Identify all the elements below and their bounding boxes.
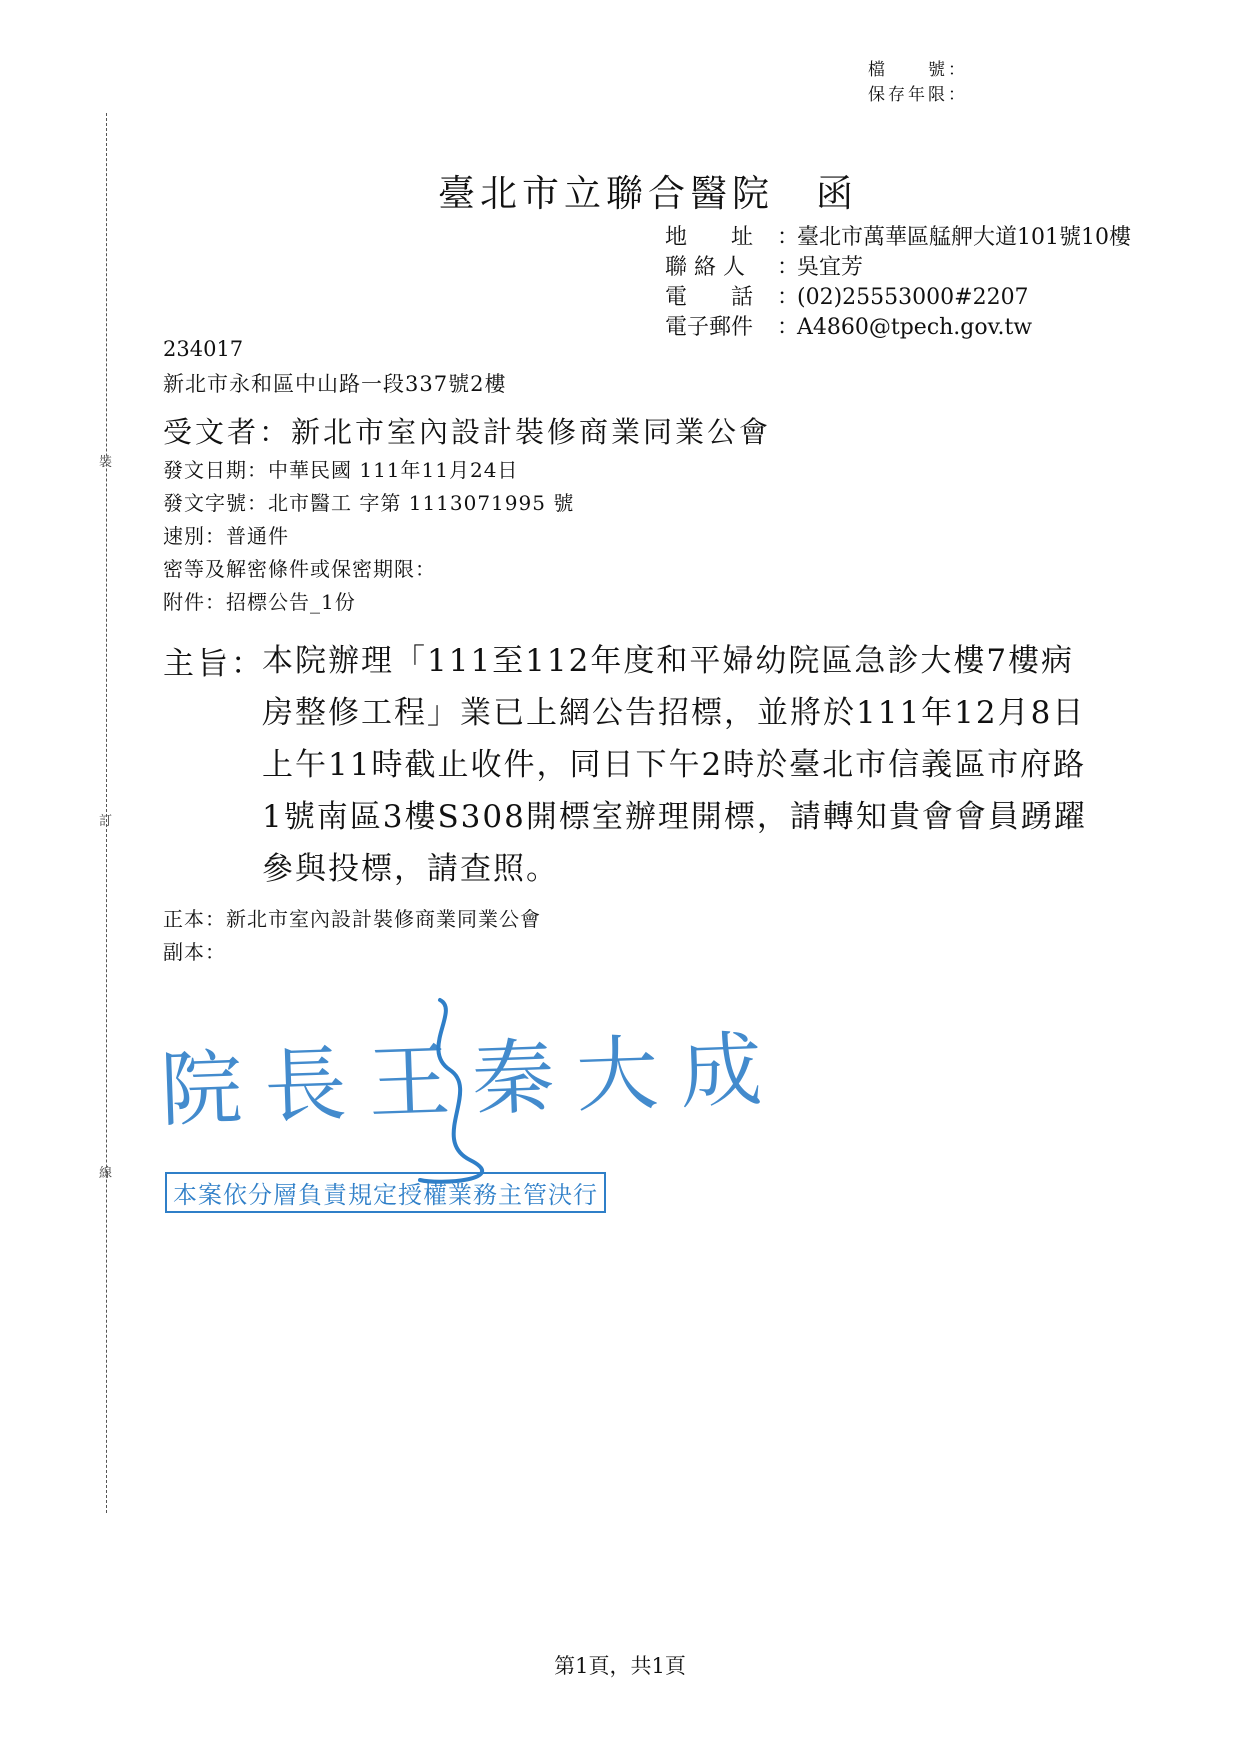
sender-phone-value: (02)25553000#2207 xyxy=(797,285,1029,310)
delivery-speed: 速別：普通件 xyxy=(163,524,289,548)
colon: ： xyxy=(777,255,800,280)
binding-char-ding: 訂 xyxy=(99,814,113,829)
colon: ： xyxy=(777,285,800,310)
attachment: 附件：招標公告_1份 xyxy=(163,590,356,614)
secrecy-level: 密等及解密條件或保密期限： xyxy=(163,557,436,581)
file-info xyxy=(868,58,968,108)
colon: ： xyxy=(777,225,800,250)
delegation-stamp: 本案依分層負責規定授權業務主管決行 xyxy=(165,1172,606,1213)
copies-info xyxy=(163,903,541,969)
sender-phone-label: 電 話 xyxy=(665,285,754,310)
binding-char-xian: 線 xyxy=(99,1166,113,1181)
signature-swash xyxy=(400,990,540,1190)
recipient-line: 受文者：新北市室內設計裝修商業同業公會 xyxy=(163,415,772,449)
subject-label: 主旨： xyxy=(163,646,265,682)
sender-address-value: 臺北市萬華區艋舺大道101號10樓 xyxy=(797,225,1131,250)
sender-info xyxy=(665,223,1131,343)
subject-body: 本院辦理「111至112年度和平婦幼院區急診大樓7樓病房整修工程」業已上網公告招標，並將於111年12月8日上午11時截止收件，同日下午2時於臺北市信義區市府路1號南區3樓S308開標室辦理開標，請轉知貴會會員踴躍參與投標，請查照。 xyxy=(262,643,1087,887)
retention-period-label: 保存年限： xyxy=(868,85,968,105)
sender-address-label: 地 址 xyxy=(665,225,754,250)
sender-email-row xyxy=(665,313,1131,343)
carbon-copy-recipient: 副本： xyxy=(163,940,226,964)
recipient-postal-code: 234017 xyxy=(163,337,244,361)
sender-contact-label: 聯 絡 人 xyxy=(665,255,745,280)
document-number: 發文字號：北市醫工 字第 1113071995 號 xyxy=(163,491,575,515)
page-footer: 第1頁，共1頁 xyxy=(554,1654,686,1678)
document-meta xyxy=(163,454,574,619)
file-number-label: 檔 號： xyxy=(868,60,968,80)
sender-address-row xyxy=(665,223,1131,253)
sender-contact-value: 吳宜芳 xyxy=(797,255,864,280)
colon: ： xyxy=(777,315,800,340)
original-copy-recipient: 正本：新北市室內設計裝修商業同業公會 xyxy=(163,907,541,931)
issue-date: 發文日期：中華民國 111年11月24日 xyxy=(163,458,519,482)
director-signature: 院長王秦大成 xyxy=(158,1022,786,1139)
sender-email-value: A4860@tpech.gov.tw xyxy=(797,315,1033,340)
document-title: 臺北市立聯合醫院 函 xyxy=(438,172,858,215)
binding-char-zhuang: 裝 xyxy=(99,455,113,470)
sender-phone-row xyxy=(665,283,1131,313)
sender-contact-row xyxy=(665,253,1131,283)
sender-email-label: 電子郵件 xyxy=(665,315,754,340)
recipient-address: 新北市永和區中山路一段337號2樓 xyxy=(163,372,507,396)
